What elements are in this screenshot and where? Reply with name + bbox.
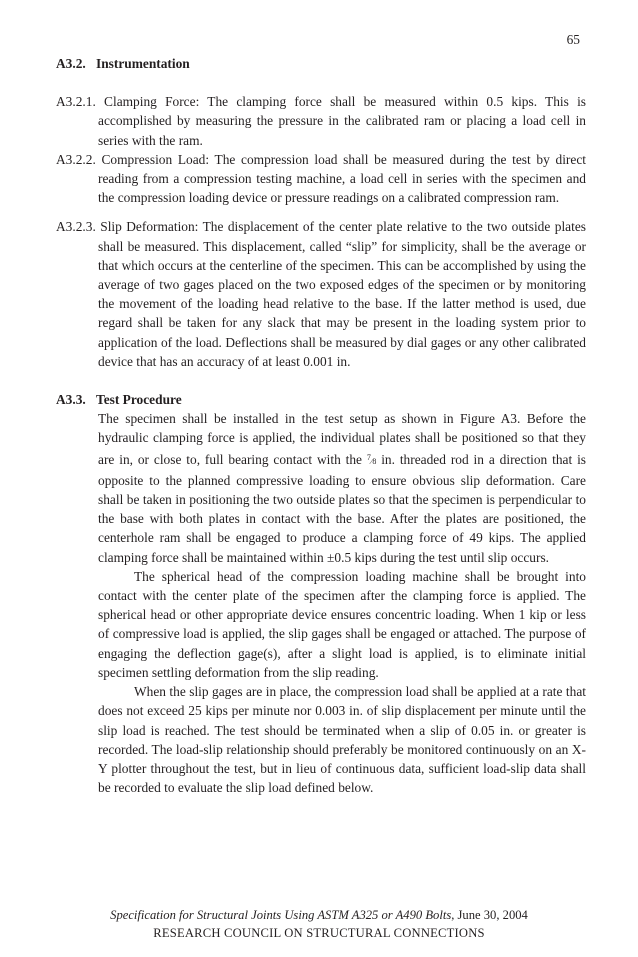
page-footer bbox=[0, 906, 638, 942]
footer-council: RESEARCH COUNCIL ON STRUCTURAL CONNECTIONS bbox=[153, 926, 485, 940]
item-number: A3.2.3. bbox=[56, 219, 96, 235]
paragraph-procedure-2: The spherical head of the compression loading machine shall be brought into contact with the center plate of the specimen after the clamping force is applied. The spherical head or other appropriate device ensures concentric loading. When 1 kip or less of compressive load is applied, the slip gages shall be engaged or attached. The purpose of engaging the deflection gage(s), after a slight load is applied, is to eliminate initial specimen settling deformation from the slip reading. bbox=[98, 568, 586, 680]
paragraph-text: The specimen shall be installed in the test setup as shown in Figure A3. Before the hydraulic clamping force is applied, the individual plates shall be positioned so that they are in, or close to, full bearing contact with the bbox=[98, 411, 586, 467]
item-text: Compression Load: The compression load shall be measured during the test by direct reading from a compression testing machine, a load cell in series with the specimen and the compression loading device or pressure readings on a calibrated compression ram. bbox=[98, 151, 586, 206]
page-number: 65 bbox=[566, 32, 580, 47]
paragraph-clamping-force bbox=[56, 92, 586, 150]
item-number: A3.2.1. bbox=[56, 94, 96, 110]
paragraph-procedure-1 bbox=[98, 409, 586, 567]
fraction-numerator: 7 bbox=[366, 452, 371, 462]
item-text: Clamping Force: The clamping force shall be measured within 0.5 kips. This is accomplished by measuring the pressure in the calibrated ram or placing a load cell in series with the ram. bbox=[98, 94, 586, 148]
section-title: Instrumentation bbox=[96, 56, 190, 71]
item-number: A3.2.2. bbox=[56, 151, 96, 167]
section-heading-test-procedure bbox=[56, 390, 586, 409]
paragraph-procedure-3: When the slip gages are in place, the compression load shall be applied at a rate that does not exceed 25 kips per minute nor 0.003 in. of slip displacement per minute until the slip load is reached. The test should be terminated when a slip of 0.05 in. or greater is recorded. The load-slip relationship should preferably be monitored continuously on an X-Y plotter throughout the test, but in lieu of continuous data, sufficient load-slip data shall be recorded to evaluate the slip load defined below. bbox=[98, 684, 586, 796]
footer-date: , June 30, 2004 bbox=[451, 908, 528, 922]
paragraph-compression-load bbox=[56, 150, 586, 208]
footer-spec-title: Specification for Structural Joints Using ASTM A325 or A490 Bolts bbox=[110, 908, 452, 922]
paragraph-slip-deformation bbox=[56, 217, 586, 371]
item-text: Slip Deformation: The displacement of the center plate relative to the two outside plates shall be measured. This displacement, called “slip” for simplicity, shall be the average or that which occurs at the centerline of the specimen. This can be accomplished by using the average of two gages placed on the two exposed edges of the specimen or by monitoring the movement of the loading head relative to the base. If the latter method is used, due regard shall be taken for any slack that may be present in the loading system prior to application of the load. Deflections shall be measured by dial gages or any other calibrated device that has an accuracy of at least 0.001 in. bbox=[98, 219, 586, 369]
fraction-denominator: 8 bbox=[372, 456, 377, 466]
section-number: A3.3. bbox=[56, 392, 86, 408]
body-text bbox=[56, 54, 586, 797]
test-procedure-body bbox=[56, 409, 586, 797]
fraction-seven-eighths: $^7$⁄8 bbox=[366, 452, 377, 466]
section-title: Test Procedure bbox=[96, 392, 182, 408]
footer-citation bbox=[0, 906, 638, 924]
section-number: A3.2. bbox=[56, 56, 86, 71]
paragraph-text: in. threaded rod in a direction that is opposite to the planned compressive loading to ensure obvious slip deformation. Care shall be taken in positioning the two outside plates so that the specimen is perpendicular to the base with both plates in contact with the base. After the plates are positioned, the centerhole ram shall be engaged to produce a clamping force of 49 kips. The applied clamping force shall be maintained within ±0.5 kips during the test until slip occurs. bbox=[98, 451, 587, 565]
section-heading-instrumentation bbox=[56, 54, 586, 73]
